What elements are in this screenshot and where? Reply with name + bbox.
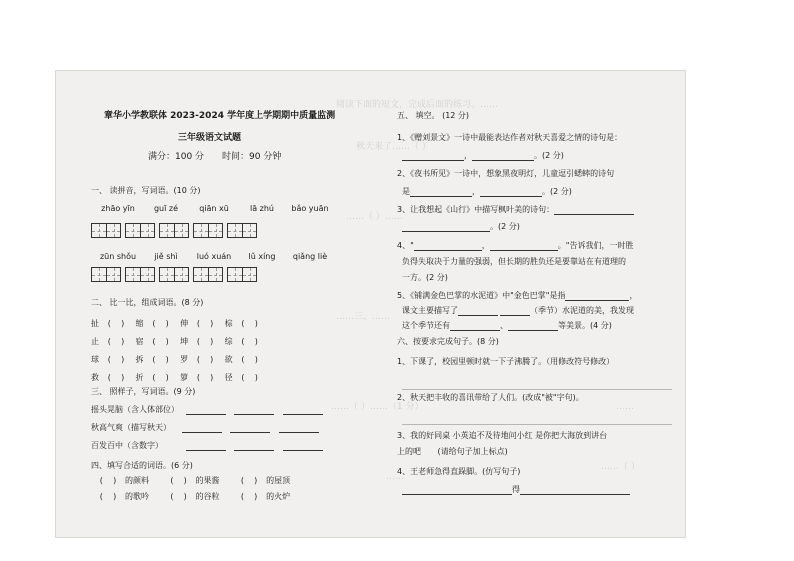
score: (2 分) (498, 222, 520, 231)
text: 3、让我想起《山行》中描写枫叶美的诗句： (397, 205, 555, 214)
character: 止 (91, 337, 99, 346)
phrase: 的果酱 (195, 476, 220, 485)
character: 综 (224, 337, 233, 346)
writing-cell[interactable] (106, 223, 121, 238)
answer-line: ， 。(2 分) (402, 151, 564, 161)
writing-cell[interactable] (91, 267, 106, 282)
answer-line: 是 ， 。(2 分) (402, 187, 572, 196)
answer-line[interactable] (402, 389, 672, 390)
text: 得 (512, 485, 520, 494)
example-word: 摇头晃脑（含人体部位） (91, 405, 179, 414)
writing-grid-row-1 (91, 223, 261, 238)
example-word: 秋高气爽（描写秋天） (91, 423, 171, 432)
writing-cell[interactable] (125, 267, 140, 282)
writing-cell[interactable] (174, 223, 189, 238)
section6-heading: 六、按要求完成句子。(8 分) (397, 337, 499, 346)
example-row (91, 441, 323, 451)
writing-cell[interactable] (91, 223, 106, 238)
writing-cell[interactable] (242, 223, 257, 238)
section3-heading: 三、 照样子，写词语。(9 分) (91, 387, 196, 396)
score: (2 分) (550, 187, 572, 196)
writing-cell[interactable] (242, 267, 257, 282)
compare-row: 止 ( ) 宿 ( ) 坤 ( ) 综 ( ) (91, 337, 258, 346)
pinyin-row-1 (94, 204, 334, 213)
compare-row: 球 ( ) 拆 ( ) 罗 ( ) 欲 ( ) (91, 355, 258, 364)
phrase: 的歌吟 (125, 492, 149, 501)
example-word: 百发百中（含数字） (91, 441, 163, 450)
text: 。"告诉我们，一时胜 (557, 241, 634, 250)
bleed-through-text: ……（ ）……（1 分） (331, 402, 424, 412)
character: 伸 (180, 319, 189, 328)
pinyin: guī zé (153, 204, 179, 213)
bleed-through-text: 秋天来了……（ ） (356, 142, 431, 152)
writing-cell[interactable] (159, 223, 174, 238)
pinyin: zūn shǒu (99, 252, 137, 261)
bleed-through-text: ……（ ） (601, 462, 640, 472)
writing-cell[interactable] (140, 223, 155, 238)
pinyin: qiǎng liè (292, 252, 328, 261)
writing-cell[interactable] (193, 223, 208, 238)
question-5-1: 1、《赠刘景文》一诗中最能表达作者对秋天喜爱之情的诗句是： (397, 133, 623, 142)
character: 折 (135, 373, 144, 382)
phrase: 的屋顶 (266, 476, 291, 485)
question-5-4-line3: 一方。(2 分) (402, 273, 448, 282)
section1-heading: 一、 读拼音，写词语。(10 分) (91, 186, 201, 195)
bleed-through-text: 阅读下面的短文，完成后面的练习。…… (336, 100, 499, 110)
pinyin: jiě shì (154, 252, 178, 261)
question-5-4: 4、" ， 。"告诉我们，一时胜 (397, 241, 634, 250)
bleed-through-text: ……三、…… (336, 312, 391, 322)
example-row (91, 423, 319, 433)
character: 棕 (224, 319, 233, 328)
pinyin: lǔ xíng (248, 252, 276, 261)
writing-cell[interactable] (174, 267, 189, 282)
character: 坤 (180, 337, 189, 346)
question-5-2: 2、《夜书所见》一诗中，想象黑夜明灯，儿童逗引蟋蟀的诗句 (397, 169, 615, 178)
section2-heading: 二、 比一比，组成词语。(8 分) (91, 298, 204, 307)
writing-cell[interactable] (125, 223, 140, 238)
text: 这个季节还有 (402, 321, 450, 330)
character: 罗 (180, 355, 189, 364)
score: (2 分) (542, 151, 564, 160)
text: 课文主要描写了 (402, 306, 458, 315)
exam-sheet (55, 70, 686, 538)
character: 径 (224, 373, 233, 382)
question-5-3 (397, 205, 634, 215)
question-5-5-line3: 这个季节还有 、 等美景。(4 分) (402, 321, 612, 330)
writing-cell[interactable] (208, 223, 223, 238)
question-5-5: 5、《铺满金色巴掌的水泥道》中"金色巴掌"是指 ， (397, 291, 638, 300)
writing-cell[interactable] (159, 267, 174, 282)
pinyin: zhāo yīn (101, 204, 135, 213)
character: 拆 (135, 355, 144, 364)
text: (请给句子加上标点) (437, 447, 508, 456)
phrase: 的谷粒 (195, 492, 220, 501)
character: 扯 (91, 319, 99, 328)
text: 上的吧 (397, 447, 421, 456)
bleed-through-text: …… (616, 402, 634, 412)
pinyin: bǎo yuān (291, 204, 329, 213)
compare-row: 扯 ( ) 缩 ( ) 伸 ( ) 棕 ( ) (91, 319, 258, 328)
time-limit: 时间：90 分钟 (222, 152, 282, 162)
fill-row: ( ) 的颜料 ( ) 的果酱 ( ) 的屋顶 (99, 476, 291, 485)
character: 箩 (180, 373, 189, 382)
writing-cell[interactable] (227, 267, 242, 282)
pinyin-row-2 (94, 252, 334, 261)
answer-line: 。(2 分) (402, 222, 520, 232)
text: 等美景。(4 分) (558, 321, 612, 330)
text: 是 (402, 187, 410, 196)
exam-subtitle: 三年级语文试题 (178, 133, 242, 143)
writing-grid-row-2 (91, 267, 261, 282)
section4-heading: 四、填写合适的词语。(6 分) (91, 461, 193, 470)
pinyin: qiān xū (199, 204, 229, 213)
compare-row: 救 ( ) 折 ( ) 箩 ( ) 径 ( ) (91, 373, 258, 382)
question-6-4: 4、王老师急得直跺脚。(仿写句子) (397, 467, 521, 476)
writing-cell[interactable] (208, 267, 223, 282)
question-6-2: 2、秋天把丰收的喜讯带给了人们。(改成"被"字句)。 (397, 393, 584, 402)
question-6-1: 1、下课了，校园里顿时就一下子沸腾了。（用修改符号修改） (397, 357, 615, 366)
character: 救 (91, 373, 99, 382)
question-6-3: 3、我的好同桌 小英追不及待地问小红 是你把大海放到讲台 (397, 431, 608, 440)
phrase: 的颜料 (125, 476, 149, 485)
text: 5、《铺满金色巴掌的水泥道》中"金色巴掌"是指 (397, 291, 566, 300)
answer-line (402, 485, 630, 495)
example-row (91, 405, 323, 415)
text: 4、" (397, 241, 414, 250)
phrase: 的火炉 (266, 492, 291, 501)
character: 欲 (224, 355, 233, 364)
pinyin: luó xuán (196, 252, 232, 261)
text: （季节）水泥道的美，我发现 (530, 306, 634, 315)
question-6-3-line2 (397, 447, 508, 457)
question-5-4-line2: 负得失取决于力量的强弱，但长期的胜负还是要靠站在有道理的 (402, 257, 626, 266)
writing-cell[interactable] (106, 267, 121, 282)
character: 缩 (135, 319, 144, 328)
character: 宿 (135, 337, 144, 346)
writing-cell[interactable] (140, 267, 155, 282)
section5-heading: 五、 填空。 (12 分) (397, 111, 470, 120)
question-5-5-line2 (402, 306, 634, 316)
pinyin: lā zhú (249, 204, 274, 213)
character: 球 (91, 355, 99, 364)
fill-row: ( ) 的歌吟 ( ) 的谷粒 ( ) 的火炉 (99, 492, 291, 501)
bleed-through-text: ……（ ）…… (346, 212, 403, 222)
answer-line[interactable] (402, 424, 672, 425)
full-score: 满分：100 分 (148, 152, 205, 162)
bleed-through-text: …… (386, 472, 404, 482)
writing-cell[interactable] (227, 223, 242, 238)
exam-title: 章华小学教联体 2023-2024 学年度上学期期中质量监测 (104, 111, 336, 121)
writing-cell[interactable] (193, 267, 208, 282)
